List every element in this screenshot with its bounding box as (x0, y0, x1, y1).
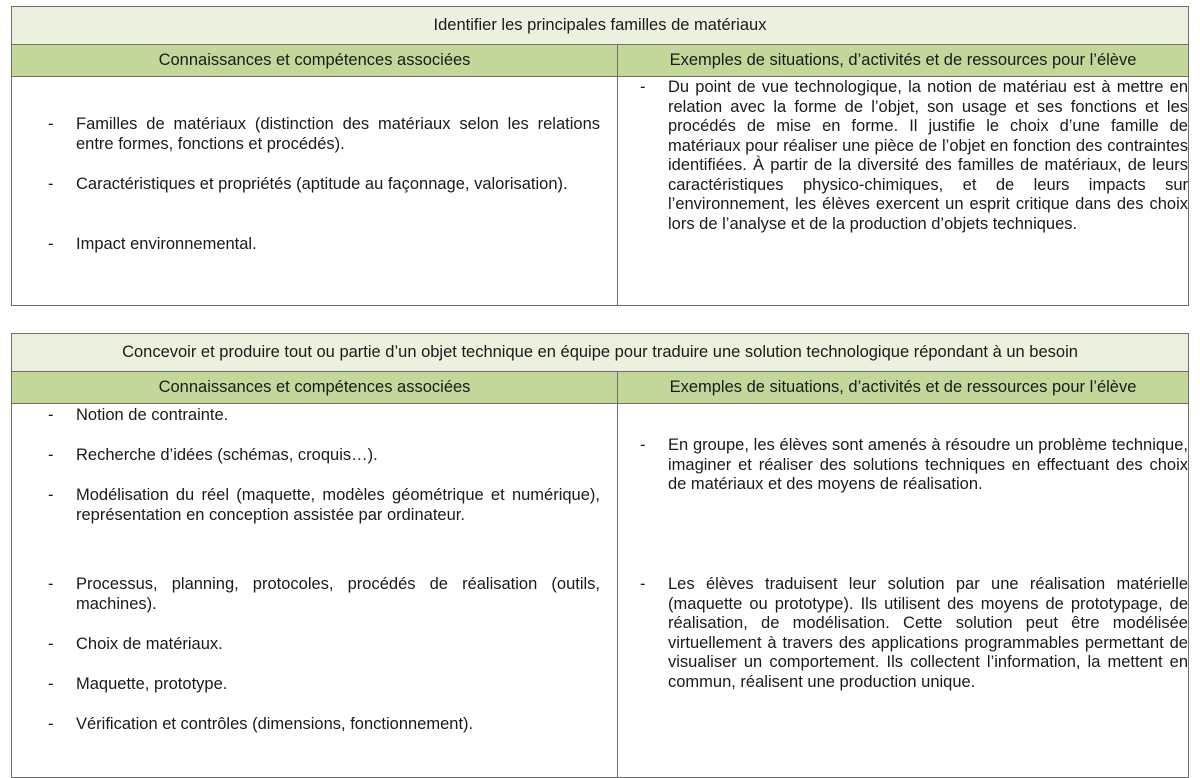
list-item: - Modélisation du réel (maquette, modèles géométrique et numérique), représentation en conception assistée par ordinateur. (48, 486, 600, 524)
column-header-knowledge: Connaissances et compétences associées (12, 372, 618, 403)
list-item: - Impact environnemental. (48, 235, 257, 253)
list-item: - En groupe, les élèves sont amenés à résoudre un problème technique, imaginer et réaliser des solutions techniques en effectuant des choix de matériaux et des moyens de réalisation. (640, 436, 1188, 493)
column-header-examples: Exemples de situations, d’activités et de ressources pour l’élève (669, 378, 1137, 396)
list-item: - Notion de contrainte. (48, 406, 229, 424)
list-item: - Familles de matériaux (distinction des matériaux selon les relations entre formes, fonctions et procédés). (48, 115, 600, 153)
list-item: - Processus, planning, protocoles, procédés de réalisation (outils, machines). (48, 575, 600, 613)
column-header-knowledge: Connaissances et compétences associées (12, 45, 618, 76)
column-header-examples: Exemples de situations, d’activités et de ressources pour l’élève (669, 51, 1137, 69)
list-item: - Caractéristiques et propriétés (aptitude au façonnage, valorisation). (48, 175, 568, 193)
examples-column (618, 77, 1188, 306)
list-item: - Maquette, prototype. (48, 675, 228, 693)
list-item: - Recherche d’idées (schémas, croquis…). (48, 446, 378, 464)
examples-column (618, 404, 1188, 778)
table-header-row (12, 45, 1188, 77)
table-materials-families (11, 6, 1189, 306)
table-header-row (12, 372, 1188, 404)
table-design-production (11, 333, 1189, 778)
knowledge-column (12, 77, 618, 306)
table-body (12, 77, 1188, 306)
list-item: - Du point de vue technologique, la notion de matériau est à mettre en relation avec la forme de l’objet, son usage et ses fonctions et les procédés de mise en forme. Il justifie le choix d’une famille de matériaux pour réaliser une pièce de l’objet en fonction des contraintes identifiées. À partir de la diversité des familles de matériaux, de leurs caractéristiques physico-chimiques, et de leurs impacts sur l’environnement, les élèves exercent un esprit critique dans des choix lors de l’analyse et de la production d’objets techniques. (640, 78, 1188, 233)
knowledge-column (12, 404, 618, 778)
table-title: Identifier les principales familles de matériaux (12, 7, 1188, 45)
table-body (12, 404, 1188, 778)
table-title: Concevoir et produire tout ou partie d’un objet technique en équipe pour traduire une solution technologique répondant à un besoin (12, 334, 1188, 372)
list-item: - Choix de matériaux. (48, 635, 223, 653)
list-item: - Les élèves traduisent leur solution par une réalisation matérielle (maquette ou prototype). Ils utilisent des moyens de prototypage, de réalisation, de modélisation. Cette solution peut être modélisée virtuellement à travers des applications programmables permettant de visualiser un comportement. Ils collectent l’information, la mettent en commun, réalisent une production unique. (640, 575, 1188, 691)
list-item: - Vérification et contrôles (dimensions, fonctionnement). (48, 715, 474, 733)
